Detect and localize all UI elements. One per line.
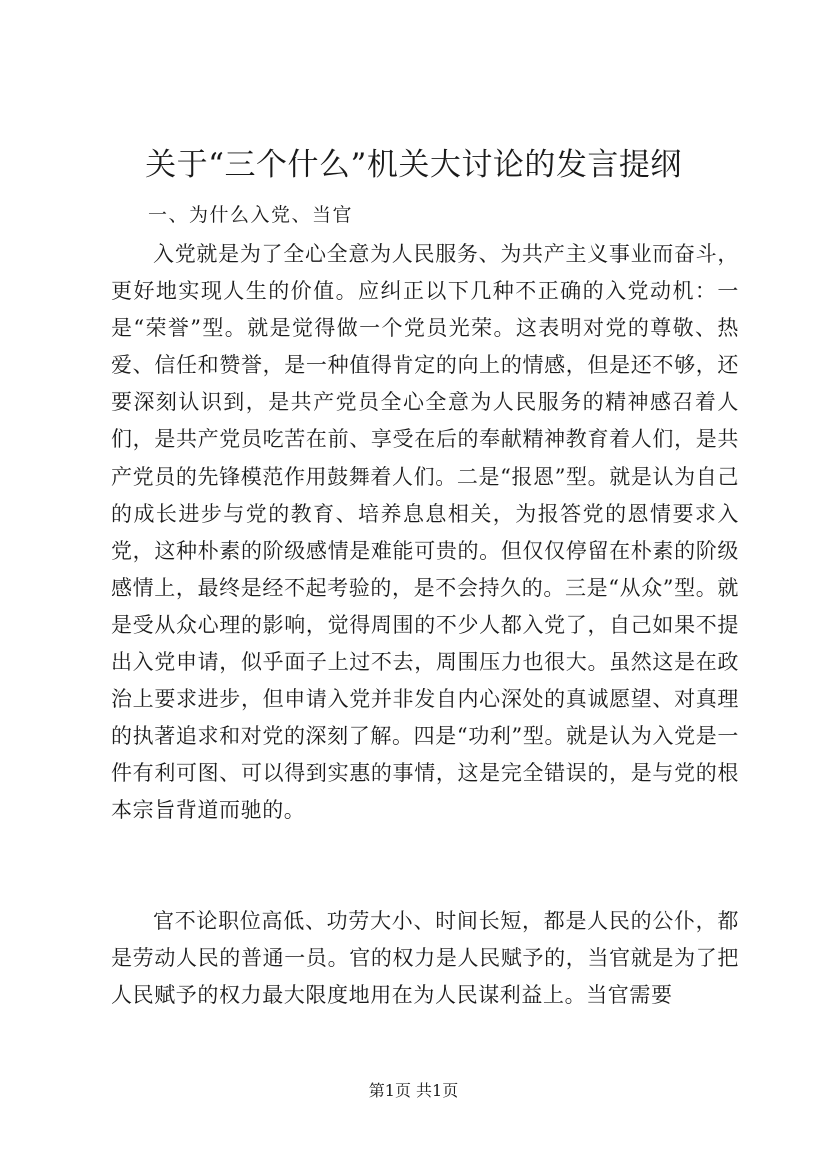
section-heading: 一、为什么入党、当官: [148, 204, 354, 226]
page-footer: 第1页 共1页: [368, 1081, 459, 1100]
document-title: 关于“三个什么”机关大讨论的发言提纲: [145, 147, 682, 183]
body-paragraph: 官不论职位高低、功劳大小、时间长短，都是人民的公仆，都是劳动人民的普通一员。官的权力是人民赋予的，当官就是为了把人民赋予的权力最大限度地用在为人民谋利益上。当官需要: [111, 909, 739, 1008]
body-paragraph: 入党就是为了全心全意为人民服务、为共产主义事业而奋斗，更好地实现人生的价值。应纠正以下几种不正确的入党动机：一是“荣誉”型。就是觉得做一个党员光荣。这表明对党的尊敬、热爱、信任和赞誉，是一种值得肯定的向上的情感，但是还不够，还要深刻认识到，是共产党员全心全意为人民服务的精神感召着人们，是共产党员吃苦在前、享受在后的奉献精神教育着人们，是共产党员的先锋模范作用鼓舞着人们。二是“报恩”型。就是认为自己的成长进步与党的教育、培养息息相关，为报答党的恩情要求入党，这种朴素的阶级感情是难能可贵的。但仅仅停留在朴素的阶级感情上，最终是经不起考验的，是不会持久的。三是“从众”型。就是受从众心理的影响，觉得周围的不少人都入党了，自己如果不提出入党申请，似乎面子上过不去，周围压力也很大。虽然这是在政治上要求进步，但申请入党并非发自内心深处的真诚愿望、对真理的执著追求和对党的深刻了解。四是“功利”型。就是认为入党是一件有利可图、可以得到实惠的事情，这是完全错误的，是与党的根本宗旨背道而驰的。: [111, 242, 739, 823]
